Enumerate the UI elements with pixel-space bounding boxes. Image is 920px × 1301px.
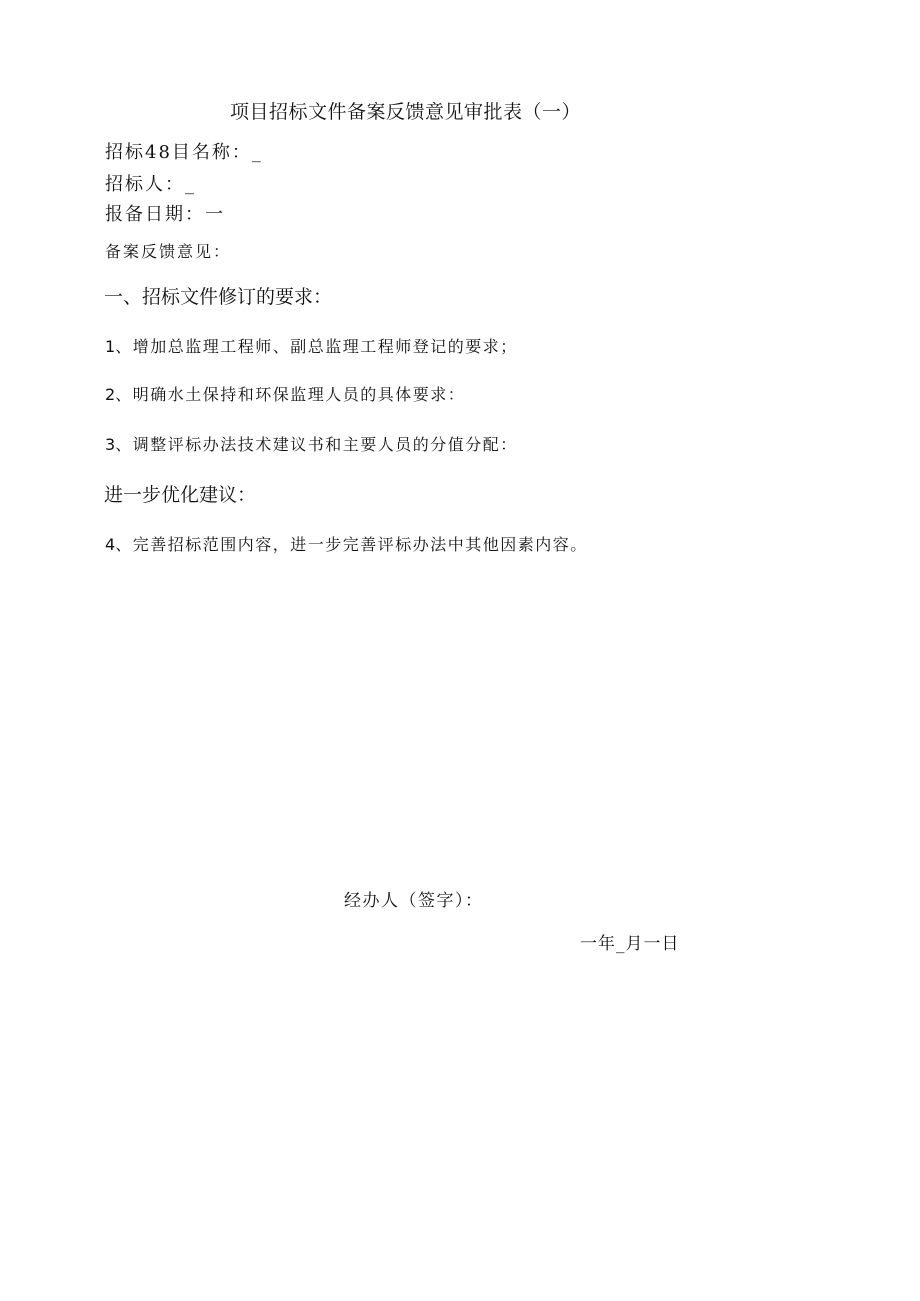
document-title: 项目招标文件备案反馈意见审批表（一） [230, 101, 582, 123]
filing-date-field: 报备日期：一 [105, 204, 225, 225]
item-text: 、明确水土保持和环保监理人员的具体要求： [115, 385, 466, 404]
requirement-item [105, 387, 465, 403]
project-name-field: 招标48目名称：_ [105, 142, 263, 163]
item-number: 4 [105, 535, 116, 554]
section-two-heading: 进一步优化建议： [104, 484, 257, 506]
item-number: 3 [105, 435, 116, 454]
feedback-label: 备案反馈意见： [105, 242, 232, 261]
suggestion-item [105, 537, 588, 553]
requirement-item [105, 339, 518, 355]
item-text: 、完善招标范围内容，进一步完善评标办法中其他因素内容。 [115, 535, 588, 554]
handler-signature-label: 经办人（签字）： [344, 891, 484, 911]
section-one-heading: 一、招标文件修订的要求： [104, 286, 333, 308]
item-text: 、调整评标办法技术建议书和主要人员的分值分配： [115, 435, 518, 454]
requirement-item [105, 437, 518, 453]
item-number: 1 [105, 337, 116, 356]
tenderer-field: 招标人：_ [105, 174, 196, 195]
item-number: 2 [105, 385, 116, 404]
item-text: 、增加总监理工程师、副总监理工程师登记的要求； [115, 337, 518, 356]
signature-date: 一年_月一日 [580, 934, 680, 954]
